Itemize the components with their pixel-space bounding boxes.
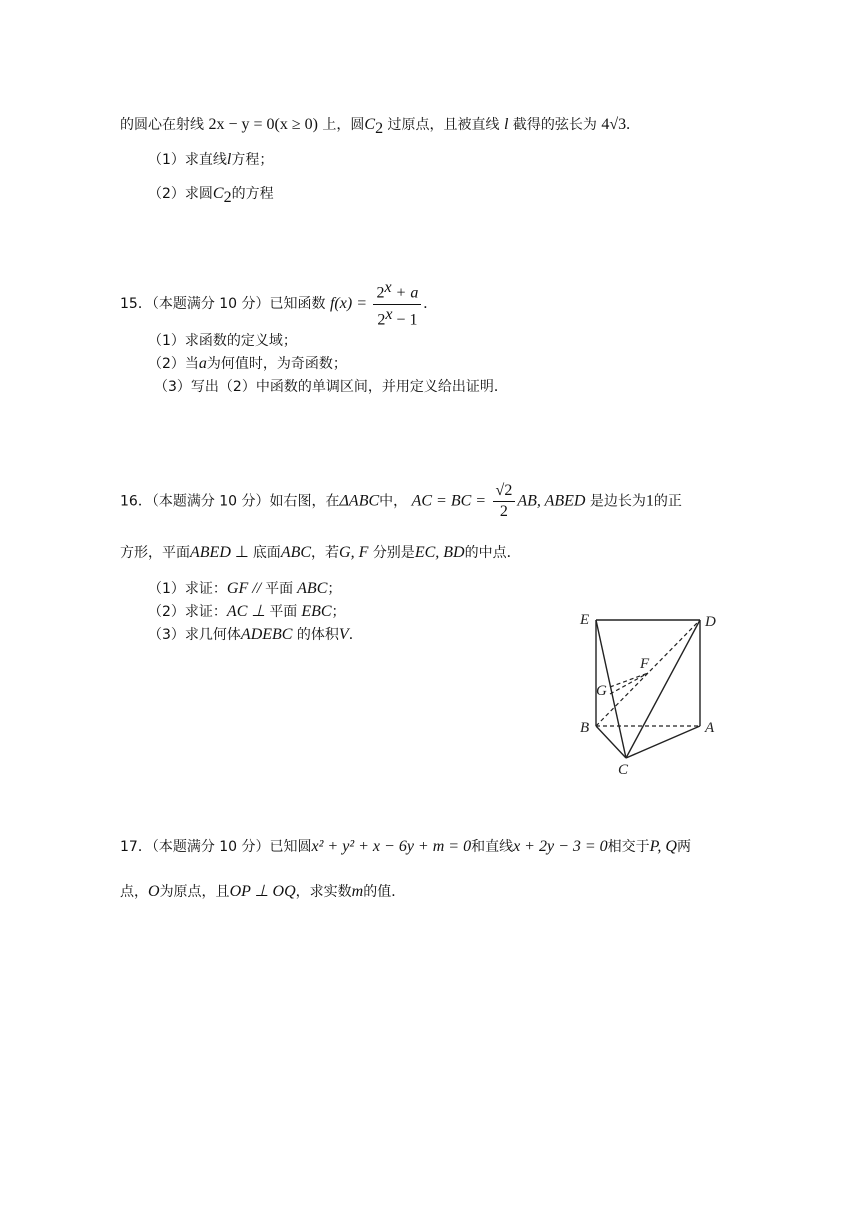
q16-line-2 bbox=[120, 543, 521, 563]
q14-s1-prefix: （1）求直线 bbox=[148, 152, 227, 168]
q16-s2-a: （2）求证： bbox=[148, 604, 227, 620]
q14-s2-prefix: （2）求圆 bbox=[148, 186, 213, 202]
q15-subquestion-2 bbox=[148, 354, 347, 374]
label-b: B bbox=[580, 720, 590, 736]
q16-s2-m2: EBC bbox=[297, 603, 332, 620]
q17-pq: P, Q bbox=[649, 838, 677, 855]
q16-subquestion-2 bbox=[148, 602, 346, 622]
q14-s1-suffix: 方程； bbox=[231, 152, 274, 168]
q15-den-exp: x bbox=[385, 305, 393, 323]
intro-text-1: 的圆心在射线 bbox=[120, 117, 204, 133]
q15-head: 15．（本题满分 10 分）已知函数 bbox=[120, 296, 326, 313]
edge-ac bbox=[626, 726, 700, 758]
line-symbol: l bbox=[503, 116, 509, 133]
q16-frac-den: 2 bbox=[499, 503, 508, 520]
q17-circle-eq: x² + y² + x − 6y + m = 0 bbox=[311, 838, 472, 855]
q16-header bbox=[120, 481, 682, 522]
label-d: D bbox=[705, 614, 716, 630]
q16-s1-m2: ABC bbox=[293, 580, 328, 597]
edge-bc bbox=[596, 726, 626, 758]
q16-tail: 是边长为 bbox=[589, 493, 646, 510]
q17-tail: 两 bbox=[676, 839, 691, 855]
geometry-figure bbox=[570, 604, 730, 780]
q14-s2-var: C bbox=[212, 185, 224, 202]
intro-text-3: 过原点，且被直线 bbox=[387, 117, 500, 133]
q16-s1-c: ； bbox=[327, 581, 342, 597]
segment-gf2-hidden bbox=[610, 673, 648, 694]
q16-s1-b: 平面 bbox=[265, 581, 294, 597]
q15-fx: f(x) = bbox=[329, 295, 367, 313]
q15-num-rest: + a bbox=[391, 284, 419, 302]
q14-s1-var: l bbox=[226, 151, 232, 168]
q16-s3-a: （3）求几何体 bbox=[148, 627, 241, 643]
q16-s2-m: AC ⊥ bbox=[226, 603, 270, 620]
q15-s2-b: 为何值时，为奇函数； bbox=[206, 356, 347, 372]
q16-l2-abc: ABC bbox=[280, 544, 312, 561]
q17-l2-perp: OP ⊥ OQ bbox=[229, 883, 296, 900]
q15-num-exp: x bbox=[384, 279, 392, 296]
q16-subquestion-3 bbox=[148, 625, 363, 645]
q17-l2-b: 为原点，且 bbox=[159, 884, 230, 900]
q16-head: 16．（本题满分 10 分）如右图，在 bbox=[120, 493, 340, 510]
q16-s1-m: GF // bbox=[226, 580, 266, 597]
q14-s2-sub: 2 bbox=[223, 188, 232, 206]
q17-mid2: 相交于 bbox=[607, 839, 650, 855]
ray-equation: 2x − y = 0 bbox=[208, 116, 275, 133]
q15-fraction bbox=[373, 278, 421, 330]
q16-triangle: ΔABC bbox=[339, 492, 380, 510]
segment-gf-hidden bbox=[610, 673, 648, 687]
q14-s2-suffix: 的方程 bbox=[231, 186, 274, 202]
chord-length: 4√3. bbox=[601, 116, 631, 133]
q16-s2-b: 平面 bbox=[269, 604, 298, 620]
label-a: A bbox=[705, 720, 715, 736]
q17-head: 17．（本题满分 10 分）已知圆 bbox=[120, 839, 312, 855]
q16-l2-d: 分别是 bbox=[372, 545, 415, 561]
q17-l2-o: O bbox=[148, 883, 160, 900]
q15-den-rest: − 1 bbox=[392, 311, 418, 329]
q16-l2-perp: ⊥ bbox=[230, 544, 253, 561]
q16-l2-ecbd: EC, BD bbox=[414, 544, 465, 561]
q16-equality: AC = BC = bbox=[411, 492, 487, 510]
q16-l2-c: ，若 bbox=[311, 545, 340, 561]
label-c: C bbox=[618, 762, 629, 778]
label-e: E bbox=[580, 612, 590, 628]
edge-dc bbox=[626, 620, 700, 758]
q15-subquestion-3: （3）写出（2）中函数的单调区间，并用定义给出证明． bbox=[154, 379, 508, 395]
q17-line-2 bbox=[120, 882, 405, 902]
q16-frac-num: √2 bbox=[493, 481, 516, 502]
intro-text-4: 截得的弦长为 bbox=[512, 117, 597, 133]
q16-l2-gf: G, F bbox=[339, 544, 369, 561]
label-g: G bbox=[596, 683, 607, 699]
q16-l2-abed: ABED bbox=[190, 544, 231, 561]
q15-subquestion-1: （1）求函数的定义域； bbox=[148, 333, 297, 349]
intro-text-2: 上，圆 bbox=[322, 117, 365, 133]
q16-l2-e: 的中点． bbox=[464, 545, 521, 561]
q15-tail: . bbox=[423, 295, 428, 313]
q14-subquestion-2 bbox=[148, 184, 274, 208]
q16-subquestion-1 bbox=[148, 579, 341, 599]
q16-fraction bbox=[493, 481, 516, 522]
ray-condition: (x ≥ 0) bbox=[274, 116, 318, 133]
circle-subscript: 2 bbox=[375, 119, 384, 137]
q17-l2-a: 点， bbox=[120, 884, 148, 900]
q16-l2-a: 方形，平面 bbox=[120, 545, 190, 561]
q16-s3-m: ADEBC bbox=[240, 626, 293, 643]
q15-s2-var: a bbox=[198, 355, 207, 372]
circle-symbol: C bbox=[364, 116, 376, 133]
q15-header bbox=[120, 278, 427, 330]
q16-tail2: 的正 bbox=[653, 493, 682, 510]
q17-l2-c: ，求实数 bbox=[295, 884, 352, 900]
q16-l2-b: 底面 bbox=[252, 545, 281, 561]
q17-mid: 和直线 bbox=[471, 839, 514, 855]
q16-zh: 中， bbox=[379, 493, 408, 510]
q17-header bbox=[120, 837, 691, 857]
q16-s3-b: 的体积 bbox=[296, 627, 339, 643]
q14-subquestion-1 bbox=[148, 150, 273, 170]
q16-one: 1 bbox=[645, 492, 654, 510]
q16-s3-c: ． bbox=[348, 627, 363, 643]
q17-l2-d: 的值． bbox=[363, 884, 406, 900]
q16-s1-a: （1）求证： bbox=[148, 581, 227, 597]
q17-line-eq: x + 2y − 3 = 0 bbox=[513, 838, 608, 855]
q15-s2-a: （2）当 bbox=[148, 356, 199, 372]
q14-intro-line bbox=[120, 115, 630, 139]
q15-den-base: 2 bbox=[377, 311, 386, 329]
label-f: F bbox=[640, 656, 650, 672]
q16-s2-c: ； bbox=[331, 604, 346, 620]
q15-num-base: 2 bbox=[376, 284, 385, 302]
q16-s3-v: V bbox=[338, 626, 349, 643]
q16-after: AB, ABED bbox=[517, 492, 586, 510]
q17-l2-m: m bbox=[351, 883, 364, 900]
